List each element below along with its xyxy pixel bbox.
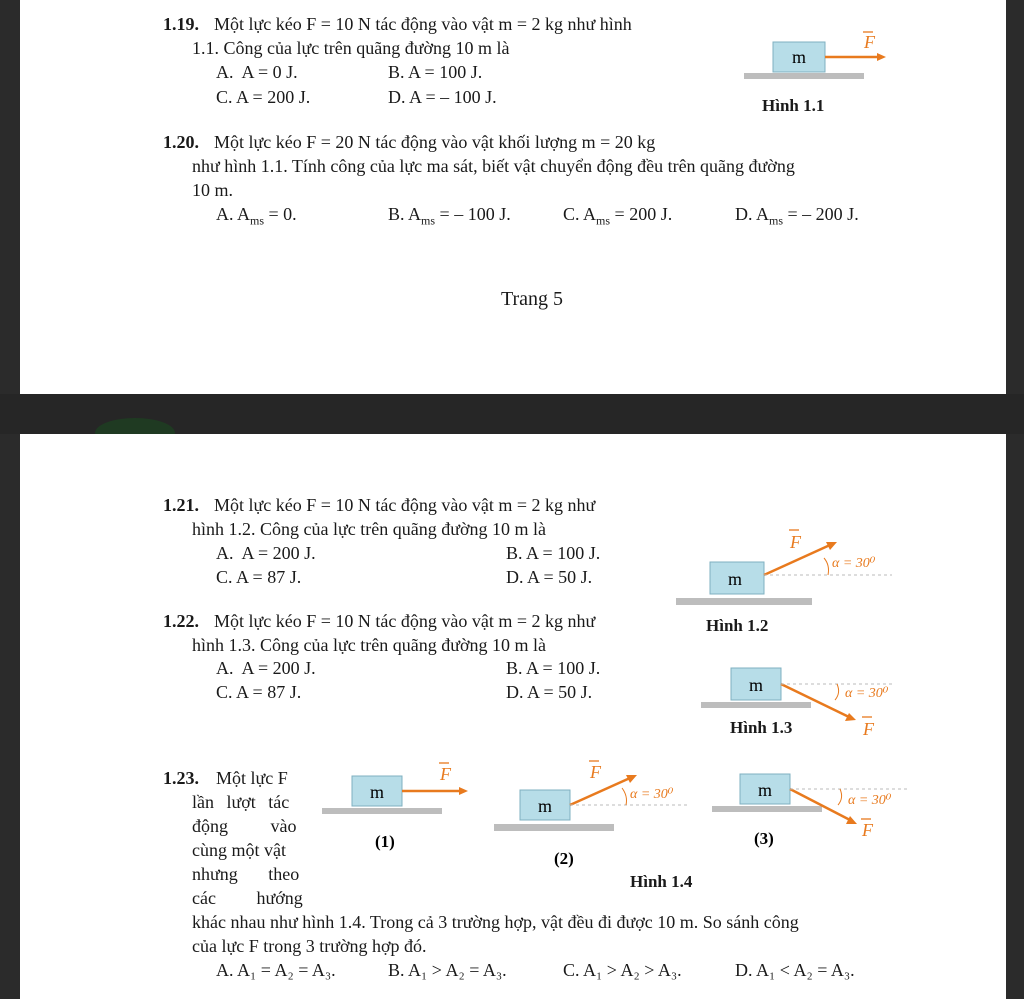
arrow-head-icon xyxy=(877,53,886,61)
figure-1-4-case-1 xyxy=(320,760,480,860)
case-label: (1) xyxy=(375,832,395,851)
question-text: Một lực kéo F = 10 N tác động vào vật m = 2 kg như hình xyxy=(214,14,632,34)
option-subscript: ms xyxy=(596,213,611,228)
mass-label: m xyxy=(727,569,743,589)
case-label: (2) xyxy=(554,849,574,868)
angle-label: α = 30⁰ xyxy=(848,793,892,808)
ground-surface xyxy=(494,824,614,831)
option-text: = 200 J. xyxy=(610,204,673,224)
option-d xyxy=(506,681,592,703)
question-text: 10 m. xyxy=(192,180,234,200)
ground-surface xyxy=(744,73,864,79)
option-d xyxy=(506,566,592,588)
page-number: Trang 5 xyxy=(501,288,564,310)
ground-surface xyxy=(701,702,811,708)
option-a xyxy=(216,959,336,981)
option-subscript: ms xyxy=(421,213,436,228)
question-text: lần lượt tác xyxy=(192,792,290,812)
option-c xyxy=(216,566,301,588)
angle-arc xyxy=(835,684,839,700)
option-label: C. xyxy=(216,567,233,587)
viewer-left-margin xyxy=(0,0,20,999)
arrow-head-icon xyxy=(459,787,468,795)
angle-arc xyxy=(622,788,627,805)
option-subscript: ms xyxy=(769,213,784,228)
question-text: Một lực kéo F = 20 N tác động vào vật khối lượng m = 20 kg xyxy=(214,132,656,152)
mass-label: m xyxy=(537,796,553,816)
angle-label: α = 30⁰ xyxy=(630,787,674,802)
mass-label: m xyxy=(748,675,764,695)
option-b xyxy=(506,542,600,564)
option-label: C. xyxy=(563,960,580,980)
option-label: A. xyxy=(216,62,234,82)
option-b xyxy=(388,203,511,228)
option-text: A = 100 J. xyxy=(526,658,601,678)
option-d xyxy=(735,203,859,228)
option-c xyxy=(216,681,301,703)
question-text: nhưng theo xyxy=(192,864,300,884)
question-number: 1.19. xyxy=(163,14,199,34)
ground-surface xyxy=(322,808,442,814)
option-text: A = 200 J. xyxy=(236,87,311,107)
question-number: 1.22. xyxy=(163,611,199,631)
option-a xyxy=(216,61,298,83)
option-text: A = 100 J. xyxy=(408,62,483,82)
option-text: A = 100 J. xyxy=(526,543,601,563)
option-b xyxy=(388,959,507,981)
figure-caption: Hình 1.2 xyxy=(706,616,769,635)
option-c xyxy=(563,203,673,228)
question-number: 1.20. xyxy=(163,132,199,152)
option-text: A = 200 J. xyxy=(241,543,316,563)
option-c xyxy=(216,86,310,108)
angle-arc xyxy=(838,789,842,805)
option-text: A = 50 J. xyxy=(527,567,593,587)
force-label: F xyxy=(790,532,801,552)
option-text: A = 0 J. xyxy=(241,62,298,82)
option-symbol: A xyxy=(408,204,422,224)
question-number: 1.23. xyxy=(163,768,199,788)
option-text: A = – 100 J. xyxy=(409,87,497,107)
question-text: của lực F trong 3 trường hợp đó. xyxy=(192,936,427,956)
option-d xyxy=(388,86,497,108)
option-label: B. xyxy=(388,960,405,980)
option-text: = – 100 J. xyxy=(435,204,511,224)
force-label: F xyxy=(862,820,873,840)
force-label: F xyxy=(440,764,451,784)
option-symbol: A xyxy=(237,204,251,224)
figure-caption: Hình 1.4 xyxy=(630,872,693,891)
ground-surface xyxy=(712,806,822,812)
force-label: F xyxy=(863,719,874,739)
option-text: A = 87 J. xyxy=(236,567,302,587)
question-text: hình 1.2. Công của lực trên quãng đường 10 m là xyxy=(192,519,546,539)
option-label: B. xyxy=(388,62,405,82)
force-label: F xyxy=(590,762,601,782)
option-text: A = 87 J. xyxy=(236,682,302,702)
option-label: A. xyxy=(216,543,234,563)
option-a xyxy=(216,657,316,679)
option-a xyxy=(216,203,297,228)
option-d xyxy=(735,959,855,981)
mass-label: m xyxy=(791,47,807,67)
option-label: A. xyxy=(216,658,234,678)
option-label: C. xyxy=(563,204,580,224)
angle-label: α = 30⁰ xyxy=(845,686,889,701)
figure-1-4-case-3 xyxy=(708,764,918,864)
option-symbol: A xyxy=(756,204,770,224)
option-text: A₁ = A₂ = A₃. xyxy=(237,960,336,980)
option-label: A. xyxy=(216,204,234,224)
option-label: B. xyxy=(388,204,405,224)
option-label: A. xyxy=(216,960,234,980)
ground-surface xyxy=(676,598,812,605)
option-label: B. xyxy=(506,658,523,678)
question-text: cùng một vật xyxy=(192,840,286,860)
figure-1-3 xyxy=(695,660,915,740)
mass-label: m xyxy=(369,782,385,802)
option-label: D. xyxy=(735,204,753,224)
option-label: C. xyxy=(216,87,233,107)
question-text: Một lực kéo F = 10 N tác động vào vật m = 2 kg như xyxy=(214,495,596,515)
option-text: = 0. xyxy=(264,204,297,224)
option-label: C. xyxy=(216,682,233,702)
figure-1-2 xyxy=(672,520,902,615)
option-a xyxy=(216,542,316,564)
question-text: 1.1. Công của lực trên quãng đường 10 m là xyxy=(192,38,510,58)
question-number: 1.21. xyxy=(163,495,199,515)
option-b xyxy=(506,657,600,679)
option-label: D. xyxy=(506,567,524,587)
figure-caption: Hình 1.1 xyxy=(762,96,825,115)
force-arrow xyxy=(570,778,630,805)
figure-1-4-case-2 xyxy=(490,760,700,870)
question-text: động vào xyxy=(192,816,297,836)
question-text: Một lực F xyxy=(216,768,288,788)
option-text: A = 50 J. xyxy=(527,682,593,702)
question-text: Một lực kéo F = 10 N tác động vào vật m = 2 kg như xyxy=(214,611,596,631)
question-text: hình 1.3. Công của lực trên quãng đường 10 m là xyxy=(192,635,546,655)
option-text: A₁ < A₂ = A₃. xyxy=(756,960,855,980)
option-text: A₁ > A₂ = A₃. xyxy=(408,960,507,980)
question-text: như hình 1.1. Tính công của lực ma sát, biết vật chuyển động đều trên quãng đường xyxy=(192,156,795,176)
figure-1-1 xyxy=(740,28,900,88)
option-label: D. xyxy=(735,960,753,980)
option-text: = – 200 J. xyxy=(783,204,859,224)
option-label: D. xyxy=(388,87,406,107)
question-text: các hướng xyxy=(192,888,303,908)
option-text: A₁ > A₂ > A₃. xyxy=(583,960,682,980)
case-label: (3) xyxy=(754,829,774,848)
question-text: khác nhau như hình 1.4. Trong cả 3 trường hợp, vật đều đi được 10 m. So sánh công xyxy=(192,912,799,932)
force-label: F xyxy=(864,32,875,52)
option-text: A = 200 J. xyxy=(241,658,316,678)
option-label: B. xyxy=(506,543,523,563)
option-symbol: A xyxy=(583,204,597,224)
figure-caption: Hình 1.3 xyxy=(730,718,793,737)
mass-label: m xyxy=(757,780,773,800)
angle-arc xyxy=(824,558,829,575)
angle-label: α = 30⁰ xyxy=(832,556,876,571)
viewer-right-margin xyxy=(1006,0,1024,999)
option-c xyxy=(563,959,682,981)
option-label: D. xyxy=(506,682,524,702)
option-b xyxy=(388,61,482,83)
option-subscript: ms xyxy=(250,213,265,228)
